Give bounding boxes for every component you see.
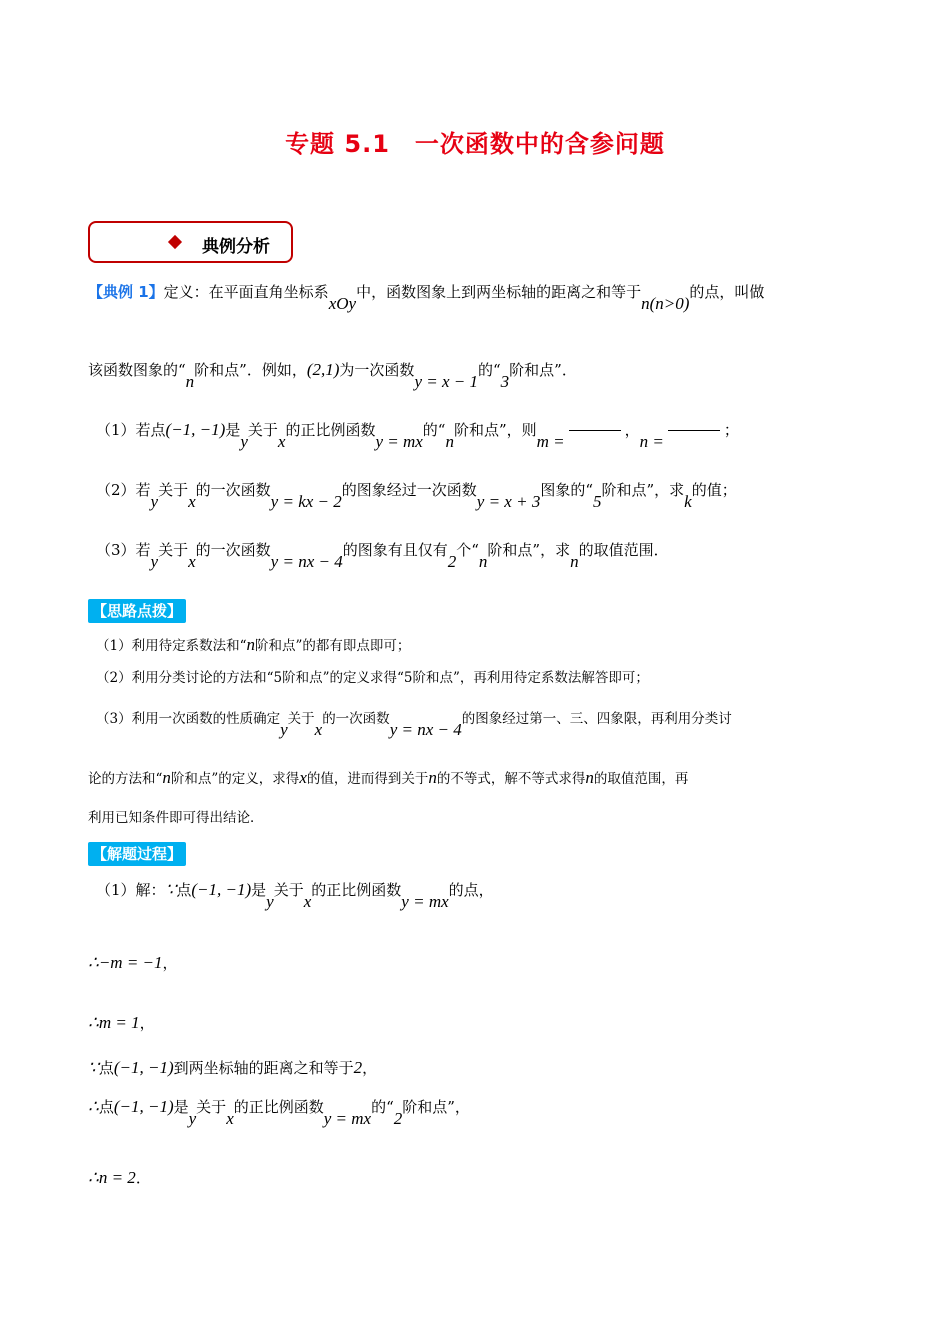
text: 的正比例函数 — [233, 1098, 324, 1116]
example-definition-line-2 — [88, 360, 577, 391]
hint-line-2: （2）利用分类讨论的方法和“5阶和点”的定义求得“5阶和点”，再利用待定系数法解答即可； — [96, 670, 649, 686]
math-point: (−1, −1) — [165, 420, 226, 439]
therefore-symbol: ∴ — [88, 1168, 99, 1187]
text: 的不等式，解不等式求得 — [436, 771, 586, 787]
text: 的点，叫做 — [689, 283, 765, 301]
math-y: y — [266, 892, 274, 911]
math-x: x — [188, 552, 196, 571]
solution-tag: 【解题过程】 — [88, 842, 186, 866]
math-n: n — [162, 768, 171, 787]
hint-line-1 — [96, 635, 410, 656]
text: 阶和点”的都有即点即可； — [255, 638, 411, 654]
math-m-eq: m = — [536, 432, 565, 451]
math-equation: y = mx — [375, 432, 423, 451]
text: 的值，进而得到关于 — [306, 771, 429, 787]
math-equation: −m = −1 — [98, 953, 163, 972]
because-symbol: ∵ — [165, 880, 177, 899]
text: （1）若点 — [96, 421, 166, 439]
text: （1）解： — [96, 881, 166, 899]
math-two: 2 — [393, 1109, 403, 1128]
math-n: n — [185, 372, 195, 391]
text: 阶和点”， — [402, 1098, 470, 1116]
text: ， — [162, 954, 178, 972]
text: 的一次函数 — [322, 711, 390, 727]
math-n: n — [428, 768, 437, 787]
text: 关于 — [196, 1098, 227, 1116]
text: 的图象经过第一、三、四象限，再利用分类讨 — [461, 711, 732, 727]
math-y: y — [150, 552, 159, 571]
text: 的取值范围． — [578, 541, 669, 559]
solution-line-3 — [88, 1013, 155, 1033]
math-three: 3 — [500, 372, 510, 391]
text: （3）利用一次函数的性质确定 — [96, 711, 281, 727]
page-title: 专题 5.1 一次函数中的含参问题 — [285, 130, 665, 158]
example-definition-line-1 — [88, 282, 765, 313]
math-x: x — [299, 768, 307, 787]
math-x: x — [314, 720, 323, 739]
math-equation: y = mx — [401, 892, 449, 911]
math-point: (−1, −1) — [113, 1097, 174, 1116]
math-x: x — [277, 432, 286, 451]
math-equation: y = nx − 4 — [389, 720, 462, 739]
text: ， — [362, 1059, 378, 1077]
math-equation: n = 2 — [98, 1168, 136, 1187]
math-y: y — [280, 720, 288, 739]
example-tag: 【典例 1】 — [88, 283, 164, 301]
text: 关于 — [158, 481, 189, 499]
math-equation: y = mx — [323, 1109, 372, 1128]
math-five: 5 — [593, 492, 602, 511]
text: 中，函数图象上到两坐标轴的距离之和等于 — [356, 283, 642, 301]
text: 的一次函数 — [195, 481, 271, 499]
math-equation: y = nx − 4 — [270, 552, 343, 571]
text: 图象的“ — [540, 481, 593, 499]
diamond-icon — [168, 235, 182, 249]
text: 阶和点”，求 — [487, 541, 571, 559]
therefore-symbol: ∴ — [88, 953, 99, 972]
math-n-cond: n(n>0) — [641, 294, 690, 313]
text: 是 — [225, 421, 241, 439]
hint-tag-wrap — [88, 600, 186, 621]
math-equation-1: y = kx − 2 — [270, 492, 342, 511]
math-x: x — [303, 892, 312, 911]
text: 点 — [98, 1098, 114, 1116]
text: 的点， — [448, 881, 494, 899]
answer-blank-m[interactable] — [569, 430, 621, 431]
text: 到两坐标轴的距离之和等于 — [173, 1059, 354, 1077]
text: ， — [624, 421, 640, 439]
math-y: y — [150, 492, 159, 511]
text: 的“ — [422, 421, 446, 439]
solution-tag-wrap — [88, 843, 186, 864]
math-equation: y = x − 1 — [414, 372, 478, 391]
math-xoy: xOy — [328, 294, 357, 313]
math-n: n — [570, 552, 579, 571]
hint-line-5: 利用已知条件即可得出结论． — [88, 810, 264, 826]
text: 阶和点”．例如， — [194, 361, 307, 379]
text: 的正比例函数 — [311, 881, 402, 899]
answer-blank-n[interactable] — [668, 430, 720, 431]
math-two: 2 — [447, 552, 457, 571]
text: 阶和点”． — [509, 361, 577, 379]
text: （1）利用待定系数法和“ — [96, 638, 247, 654]
solution-line-2 — [88, 953, 178, 973]
text: 点 — [98, 1059, 114, 1077]
text: 的一次函数 — [195, 541, 271, 559]
question-3 — [96, 540, 669, 571]
text: 的图象经过一次函数 — [341, 481, 477, 499]
text: 关于 — [287, 711, 315, 727]
text: ． — [135, 1169, 151, 1187]
text: （2）若 — [96, 481, 151, 499]
hint-tag: 【思路点拨】 — [88, 599, 186, 623]
solution-line-1 — [96, 880, 494, 911]
solution-line-5 — [88, 1097, 470, 1128]
math-point: (2,1) — [306, 360, 340, 379]
text: 关于 — [158, 541, 189, 559]
text: 的值； — [691, 481, 737, 499]
math-n: n — [246, 635, 255, 654]
section-label: 典例分析 — [202, 237, 270, 257]
solution-line-4 — [88, 1058, 377, 1078]
text: 是 — [173, 1098, 189, 1116]
hint-line-4 — [88, 768, 688, 789]
text: 为一次函数 — [339, 361, 415, 379]
because-symbol: ∵ — [88, 1058, 99, 1077]
text: 点 — [176, 881, 192, 899]
text: 阶和点”，则 — [453, 421, 537, 439]
text: 关于 — [247, 421, 278, 439]
question-2 — [96, 480, 737, 511]
therefore-symbol: ∴ — [88, 1097, 99, 1116]
math-y: y — [240, 432, 248, 451]
math-two: 2 — [353, 1058, 363, 1077]
math-y: y — [188, 1109, 197, 1128]
math-n: n — [478, 552, 488, 571]
text: ， — [139, 1014, 155, 1032]
therefore-symbol: ∴ — [88, 1013, 99, 1032]
text: （3）若 — [96, 541, 151, 559]
math-point: (−1, −1) — [191, 880, 252, 899]
math-n: n — [445, 432, 454, 451]
text: 的取值范围，再 — [593, 771, 689, 787]
text: 的“ — [477, 361, 501, 379]
math-k: k — [684, 492, 692, 511]
section-header — [88, 221, 293, 263]
text: 关于 — [273, 881, 304, 899]
text: 定义：在平面直角坐标系 — [163, 283, 329, 301]
text: 论的方法和“ — [88, 771, 163, 787]
math-x: x — [226, 1109, 234, 1128]
math-n: n — [585, 768, 594, 787]
math-point: (−1, −1) — [113, 1058, 174, 1077]
math-n-eq: n = — [639, 432, 664, 451]
text: 是 — [251, 881, 267, 899]
text: 该函数图象的“ — [88, 361, 186, 379]
text: 阶和点”，求 — [601, 481, 685, 499]
math-equation-2: y = x + 3 — [476, 492, 541, 511]
text: 个“ — [456, 541, 479, 559]
text: 的“ — [371, 1098, 394, 1116]
text: 的图象有且仅有 — [342, 541, 448, 559]
text: 的正比例函数 — [285, 421, 376, 439]
question-1 — [96, 420, 739, 451]
solution-line-6 — [88, 1168, 151, 1188]
math-equation: m = 1 — [98, 1013, 140, 1032]
text: 阶和点”的定义，求得 — [170, 771, 300, 787]
text: ； — [723, 421, 739, 439]
math-x: x — [188, 492, 196, 511]
hint-line-3 — [96, 708, 732, 739]
